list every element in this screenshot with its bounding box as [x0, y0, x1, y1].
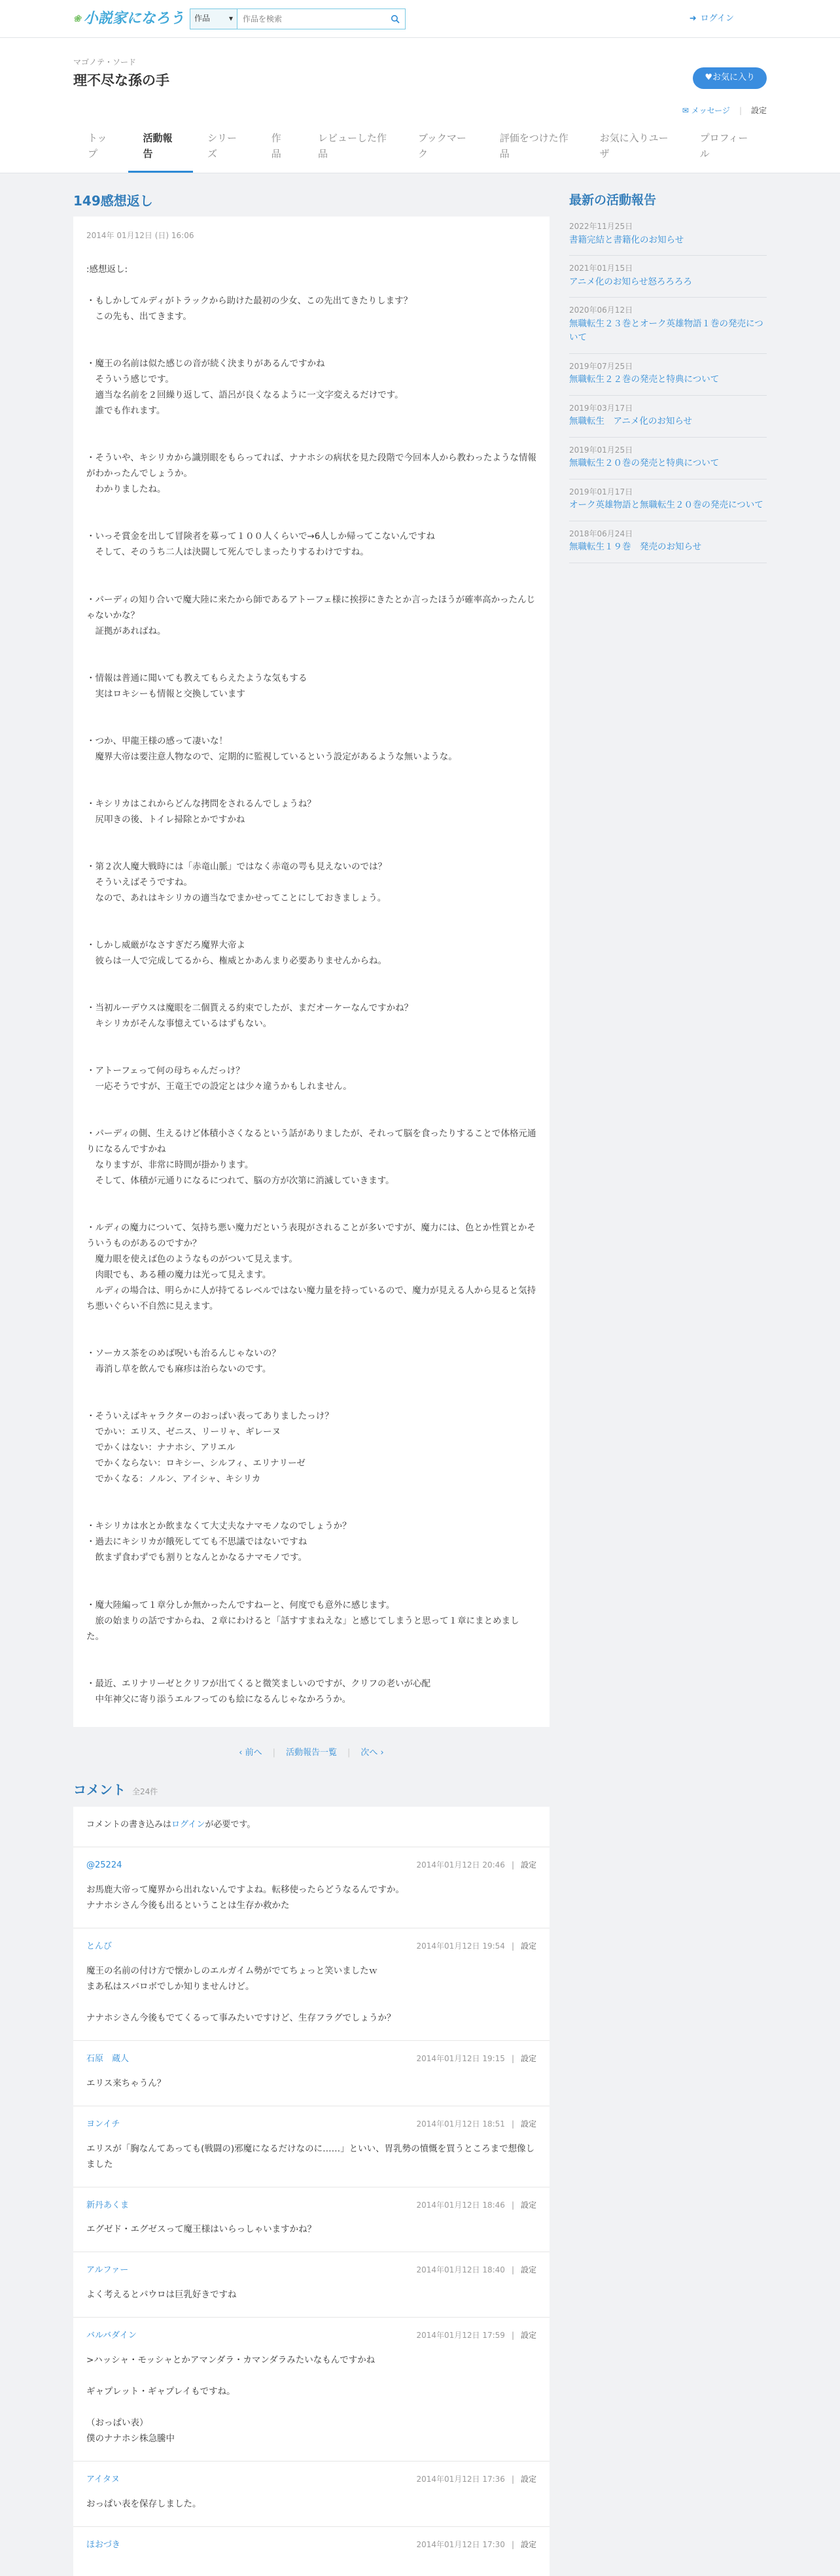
- search-input[interactable]: [237, 9, 385, 29]
- comment-body: エリスが「胸なんてあっても(戦闘の)邪魔になるだけなのに……」といい、胃乳勢の憤慨を買うところまで想像しました: [86, 2143, 535, 2170]
- divider: |: [511, 2475, 514, 2484]
- comment-body: おっぱい表を保存しました。: [86, 2498, 201, 2509]
- tab-works[interactable]: 作品: [271, 132, 281, 160]
- report-date: 2014年 01月12日 (日) 16:06: [86, 231, 194, 240]
- divider: |: [511, 2053, 514, 2063]
- comment-header: [86, 2199, 536, 2213]
- recent-report-item: [569, 214, 767, 256]
- recent-report-item: [569, 438, 767, 479]
- tab-rated[interactable]: 評価をつけた作品: [499, 132, 569, 160]
- report-box: [73, 217, 550, 1727]
- divider: |: [511, 1860, 514, 1870]
- chevron-left-icon: ‹: [239, 1747, 243, 1758]
- comment-item: [73, 2461, 550, 2526]
- profile-header: [0, 38, 840, 173]
- sidebar-title: 最新の活動報告: [569, 193, 657, 207]
- comment-author-link[interactable]: ヨンイチ: [86, 2119, 120, 2129]
- next-label: 次へ: [360, 1747, 378, 1758]
- comment-date: 2014年01月12日 17:36: [416, 2475, 505, 2484]
- comment-author-link[interactable]: アルファー: [86, 2265, 129, 2276]
- login-note-text: コメントの書き込みは: [86, 1820, 172, 1830]
- comment-body: エリス来ちゃうん？: [86, 2078, 166, 2089]
- recent-report-item: [569, 256, 767, 298]
- comment-settings-link[interactable]: 設定: [520, 2539, 536, 2549]
- message-label: メッセージ: [691, 106, 730, 115]
- recent-report-date: 2019年01月25日: [569, 445, 633, 455]
- recent-report-date: 2022年11月25日: [569, 222, 633, 232]
- comment-author-link[interactable]: とんび: [86, 1941, 113, 1952]
- comment-meta: [416, 1940, 536, 1954]
- divider: |: [511, 2119, 514, 2129]
- sidebar: [569, 186, 767, 2576]
- tab-series[interactable]: シリーズ: [207, 132, 237, 160]
- tab-reviewed[interactable]: レビューした作品: [318, 132, 387, 160]
- report-list-link[interactable]: 活動報告一覧: [285, 1747, 337, 1758]
- comment-header: [86, 2329, 536, 2343]
- prev-report-link[interactable]: [239, 1747, 262, 1760]
- comments-count: 全24件: [132, 1787, 158, 1797]
- divider: |: [511, 2200, 514, 2210]
- tab-bookmarks[interactable]: ブックマーク: [417, 132, 466, 160]
- comment-settings-link[interactable]: 設定: [520, 2475, 536, 2484]
- recent-report-link[interactable]: 書籍完結と書籍化のお知らせ: [569, 234, 684, 245]
- search-button[interactable]: [385, 9, 405, 29]
- comment-author-link[interactable]: バルバダイン: [86, 2331, 137, 2341]
- comment-header: [86, 2539, 536, 2552]
- search-category-value: 作品: [194, 14, 211, 24]
- settings-link[interactable]: 設定: [750, 106, 767, 115]
- recent-report-date: 2019年03月17日: [569, 404, 633, 413]
- content-area: [73, 173, 767, 2576]
- comment-list: [73, 1847, 550, 2575]
- divider: |: [347, 1747, 351, 1758]
- divider: |: [511, 2539, 514, 2549]
- comment-meta: [416, 1859, 536, 1873]
- login-label: ログイン: [700, 13, 734, 24]
- recent-report-date: 2021年01月15日: [569, 264, 633, 273]
- login-note-text: が必要です。: [205, 1820, 256, 1830]
- comment-author-link[interactable]: アイタヌ: [86, 2475, 120, 2485]
- comment-item: [73, 2187, 550, 2252]
- comment-meta: [416, 2118, 536, 2132]
- main-column: [73, 186, 550, 2576]
- profile-actions: [682, 105, 767, 117]
- comment-body: よく考えるとパウロは巨乳好きですね: [86, 2289, 237, 2301]
- comment-body: お馬鹿大帝って魔界から出れないんですよね。転移使ったらどうなるんですか。 ナナホシさん今後も出るということは生存か救かた: [86, 1885, 404, 1911]
- add-favorite-button[interactable]: [693, 67, 767, 89]
- report-body: :感想返し: ・もしかしてルディがトラックから助けた最初の少女、この先出てきたりします？ この先も、出てきます。 ・魔王の名前は似た感じの音が続く決まりがあるんですかね そういう感じです。 適当な名前を２回繰り返して、語呂が良くなるように一文字変えるだけです。 誰でも作れます。 ・そういや、キシリカから識別眼をもらってれば、ナナホシの病状を見た段階で今回本人から教わったような情報がわかったんでしょうか。 わかりましたね。 ・いっそ賞金を出して冒険者を募って１００人くらいで→6人しか帰ってこないんですね そして、そのうち二人は決闘して死んでしまったりするわけですね。 ・パーディの知り合いで魔大陸に来たから師であるアトーフェ様に挨拶にきたとか言ったほうが確率高かったんじゃないかな？ 証拠があればね。 ・情報は普通に聞いても教えてもらえたような気もする 実はロキシーも情報と交換しています ・つか、甲龍王様の感って凄いな！ 魔界大帝は要注意人物なので、定期的に監視しているという設定があるような無いような。 ・キシリカはこれからどんな拷問をされるんでしょうね？ 尻叩きの後、トイレ掃除とかですかね ・第２次人魔大戦時には「赤竜山脈」ではなく赤竜の咢も見えないのでは？ そういえばそうですね。 なので、あれはキシリカの適当なでまかせってことにしておきましょう。 ・しかし威厳がなさすぎだろ魔界大帝よ 彼らは一人で完成してるから、権威とかあんまり必要ありませんからね。 ・当初ルーデウスは魔眼を二個貰える約束でしたが、まだオーケーなんですかね？ キシリカがそんな事憶えているはずもない。 ・アトーフェって何の母ちゃんだっけ？ 一応そうですが、王竜王での設定とは少々違うかもしれません。 ・パーディの側、生えるけど体積小さくなるという話がありましたが、それって脳を食ったりすることで体格元通りになるんですかね なりますが、非常に時間が掛かります。 そして、体積が元通りになるにつれて、脳の方が次第に消滅していきます。 ・ルディの魔力について、気持ち悪い魔力だという表現がされることが多いですが、魔力には、色とか性質とかそういうものがあるのですか？ 魔力眼を使えば色のようなものがついて見えます。 肉眼でも、ある種の魔力は光って見えます。 ルディの場合は、明らかに人が持てるレベルではない魔力量を持っているので、魔力が見える人から見ると気持ち悪いぐらい不自然に見えます。 ・ソーカス茶をのめば呪いも治るんじゃないの？ 毒消し草を飲んでも麻疹は治らないのです。 ・そういえばキャラクターのおっぱい表ってありましたっけ？ でかい：エリス、ゼニス、リーリャ、ギレーヌ でかくはない：ナナホシ、アリエル でかくならない：ロキシー、シルフィ、エリナリーゼ でかくなる：ノルン、アイシャ、キシリカ ・キシリカは水とか飲まなくて大丈夫なナマモノなのでしょうか？ ・過去にキシリカが餓死してても不思議ではないですね 飲まず食わずでも割りとなんとかなるナマモノです。 ・魔大陸編って１章分しか無かったんですねーと、何度でも意外に感じます。 旅の始まりの話ですからね、２章にわけると「話すすまねえな」と感じてしまうと思って１章にまとめました。 ・最近、エリナリーゼとクリフが出てくると微笑ましいのですが、クリフの老いが心配 中年神父に寄り添うエルフってのも絵になるんじゃなかろうか。: [86, 264, 536, 1705]
- login-required-note: [73, 1807, 550, 1847]
- comment-date: 2014年01月12日 20:46: [416, 1860, 505, 1870]
- prev-label: 前へ: [245, 1747, 262, 1758]
- comment-meta: [416, 2329, 536, 2343]
- mail-icon: ✉: [682, 106, 689, 115]
- comment-settings-link[interactable]: 設定: [520, 2331, 536, 2341]
- comment-item: [73, 2106, 550, 2187]
- recent-report-item: [569, 396, 767, 438]
- user-subname: マゴノテ・ソード: [73, 58, 137, 67]
- comment-header: [86, 1859, 536, 1873]
- recent-report-item: [569, 479, 767, 521]
- comment-header: [86, 2118, 536, 2132]
- comment-settings-link[interactable]: 設定: [520, 1941, 536, 1951]
- recent-reports-list: [569, 214, 767, 563]
- recent-report-date: 2020年06月12日: [569, 305, 633, 315]
- comment-author-link[interactable]: ほおづき: [86, 2539, 120, 2550]
- profile-tabs: [73, 122, 767, 173]
- recent-report-item: [569, 298, 767, 354]
- next-report-link[interactable]: [360, 1747, 383, 1760]
- favorite-label: お気に入り: [712, 73, 755, 82]
- comment-settings-link[interactable]: 設定: [520, 2265, 536, 2275]
- comment-item: [73, 2317, 550, 2461]
- comment-header: [86, 1940, 536, 1954]
- recent-report-link[interactable]: 無職転生２２巻の発売と特典について: [569, 374, 720, 385]
- divider: |: [511, 1941, 514, 1951]
- comment-meta: [416, 2473, 536, 2487]
- tab-activity[interactable]: 活動報告: [128, 122, 192, 173]
- comment-item: [73, 1928, 550, 2040]
- recent-report-item: [569, 521, 767, 563]
- recent-report-link[interactable]: アニメ化のお知らせ怒ろろろろ: [569, 276, 692, 287]
- recent-report-item: [569, 354, 767, 396]
- comment-body: 魔王の名前の付け方で懐かしのエルガイム勢がでてちょっと笑いましたｗ まあ私はスバロボでしか知りませんけど。 ナナホシさん今後もでてくるって事みたいですけど、生存フラグでしょうか？: [86, 1965, 396, 2023]
- site-logo[interactable]: [73, 7, 190, 30]
- comment-author-link[interactable]: @25224: [86, 1860, 122, 1871]
- user-name: 理不尽な孫の手: [73, 73, 169, 89]
- report-pager: [73, 1747, 550, 1760]
- comment-meta: [416, 2539, 536, 2552]
- search-category-select[interactable]: [190, 9, 237, 29]
- comment-login-link[interactable]: ログイン: [171, 1820, 205, 1830]
- recent-report-date: 2019年07月25日: [569, 362, 633, 372]
- comment-date: 2014年01月12日 18:51: [416, 2119, 505, 2129]
- recent-report-link[interactable]: オーク英雄物語と無職転生２０巻の発売について: [569, 500, 763, 511]
- comment-settings-link[interactable]: 設定: [520, 1860, 536, 1870]
- comment-date: 2014年01月12日 17:59: [416, 2331, 505, 2341]
- recent-report-date: 2018年06月24日: [569, 529, 633, 539]
- search-bar: [190, 9, 406, 29]
- comment-meta: [416, 2199, 536, 2213]
- comment-item: [73, 2252, 550, 2317]
- comment-author-link[interactable]: 新丹あくま: [86, 2200, 130, 2210]
- tab-favorite-users[interactable]: お気に入りユーザ: [599, 132, 669, 160]
- heart-icon: ♥: [705, 73, 712, 82]
- comment-header: [86, 2473, 536, 2487]
- divider: |: [272, 1747, 275, 1758]
- comment-date: 2014年01月12日 19:54: [416, 1941, 505, 1951]
- comments-title: コメント: [73, 1782, 126, 1798]
- report-title: 149感想返し: [73, 193, 153, 209]
- recent-report-link[interactable]: 無職転生２３巻とオーク英雄物語１巻の発売について: [569, 318, 763, 343]
- comment-body: >ハッシャ・モッシャとかアマンダラ・カマンダラみたいなもんですかね ギャプレット・ギャプレイもですね。 （おっぱい表） 僕のナナホシ株急騰中: [86, 2354, 376, 2445]
- comment-date: 2014年01月12日 18:46: [416, 2200, 505, 2210]
- recent-report-link[interactable]: 無職転生１９巻 発売のお知らせ: [569, 542, 702, 553]
- comment-settings-link[interactable]: 設定: [520, 2053, 536, 2063]
- recent-report-date: 2019年01月17日: [569, 487, 633, 497]
- recent-report-link[interactable]: 無職転生２０巻の発売と特典について: [569, 458, 720, 469]
- divider: |: [511, 2331, 514, 2341]
- comment-date: 2014年01月12日 19:15: [416, 2053, 505, 2063]
- comment-date: 2014年01月12日 18:40: [416, 2265, 505, 2275]
- top-bar: [0, 0, 840, 38]
- tab-top[interactable]: トップ: [88, 132, 107, 160]
- comments-header: [73, 1779, 550, 1800]
- comment-meta: [416, 2264, 536, 2278]
- tab-profile[interactable]: プロフィール: [699, 132, 748, 160]
- chevron-down-icon: ▾: [228, 14, 233, 24]
- login-icon: ➜: [689, 13, 697, 24]
- comment-date: 2014年01月12日 17:30: [416, 2539, 505, 2549]
- comment-settings-link[interactable]: 設定: [520, 2119, 536, 2129]
- comment-body: エグゼド・エグゼスって魔王様はいらっしゃいますかね？: [86, 2224, 317, 2235]
- comment-author-link[interactable]: 石原 蔵人: [86, 2053, 130, 2064]
- logo-text: 小説家になろう: [83, 10, 184, 27]
- comment-header: [86, 2053, 536, 2066]
- login-link[interactable]: [690, 12, 734, 26]
- recent-report-link[interactable]: 無職転生 アニメ化のお知らせ: [569, 416, 692, 427]
- chevron-right-icon: ›: [380, 1747, 384, 1758]
- message-link[interactable]: [682, 105, 730, 117]
- comment-item: [73, 2040, 550, 2106]
- comment-item: [73, 1847, 550, 1928]
- comment-meta: [416, 2053, 536, 2066]
- leaf-icon: ❀: [73, 13, 81, 24]
- divider: |: [511, 2265, 514, 2275]
- search-icon: [391, 14, 400, 24]
- comment-item: [73, 2526, 550, 2576]
- comment-header: [86, 2264, 536, 2278]
- divider: |: [739, 106, 742, 115]
- comment-settings-link[interactable]: 設定: [520, 2200, 536, 2210]
